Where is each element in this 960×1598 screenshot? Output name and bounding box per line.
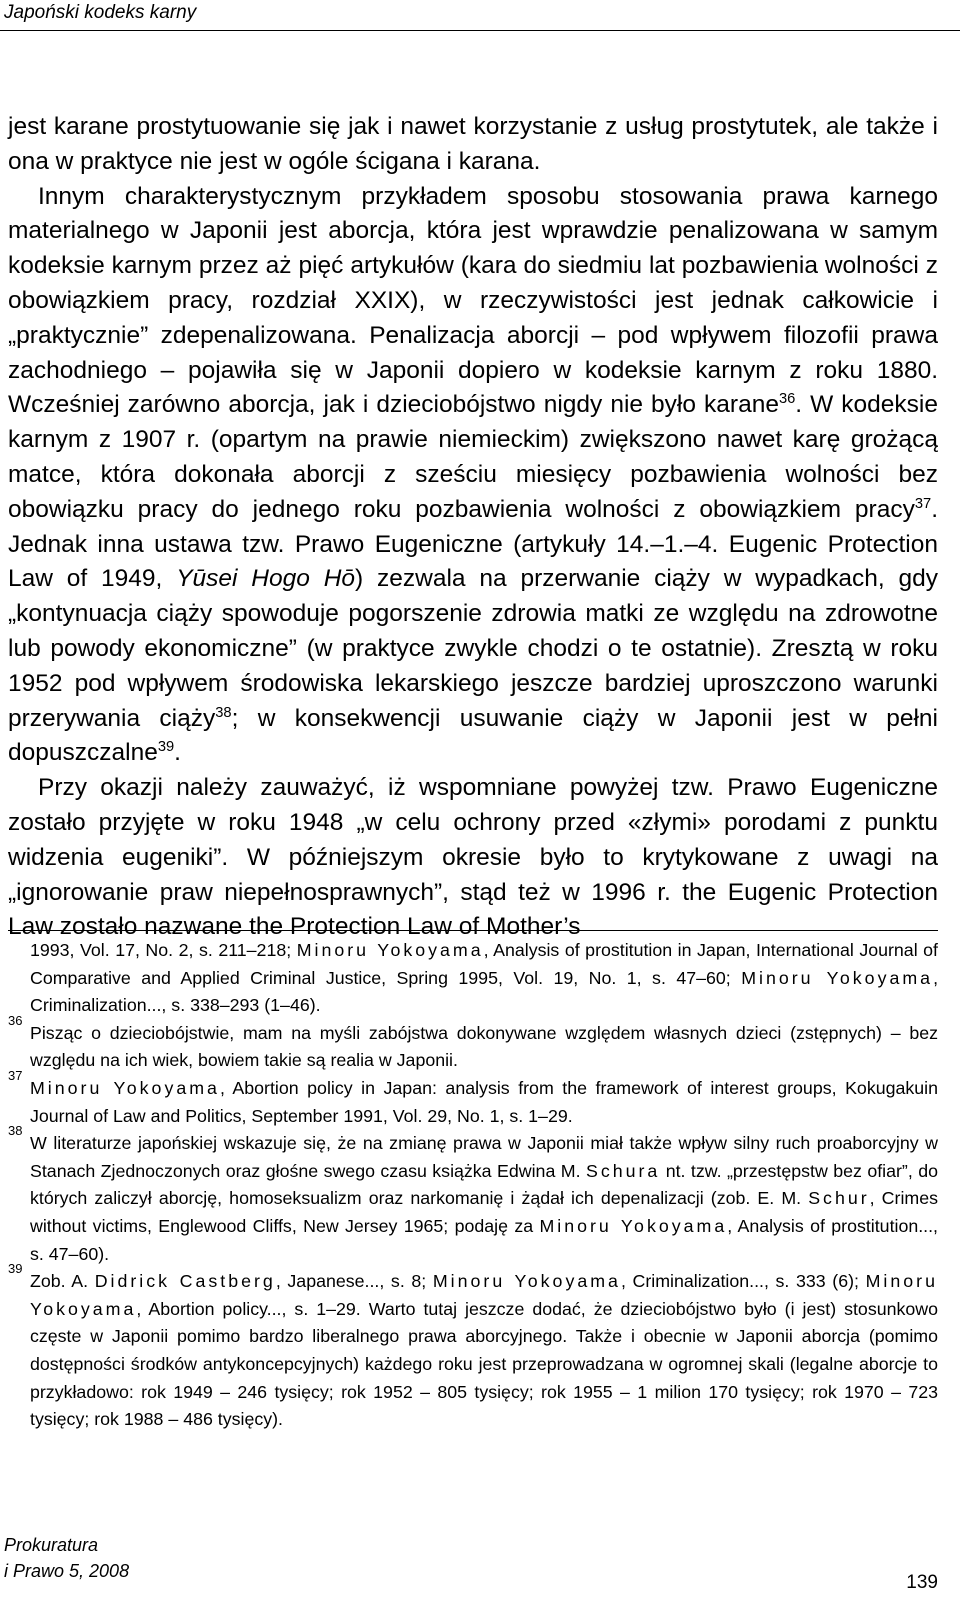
header-divider xyxy=(0,30,960,31)
footnote-38: 38 W literaturze japońskiej wskazuje się, że na zmianę prawa w Japonii miał także wpływ silny ruch proaborcyjny w Stanach Zjednoczonych oraz głośne swego czasu książka Edwina M. Schura nt. tzw. „przestępstw bez ofiar”, do których zaliczył aborcję, homoseksualizm oraz narkomanię i żądał ich depenalizacji (zob. E. M. Schur, Crimes without victims, Englewood Cliffs, New Jersey 1965; podaję za Minoru Yokoyama, Analysis of prostitution..., s. 47–60). xyxy=(8,1123,938,1264)
footnote-mark-36: 36 xyxy=(8,1012,23,1028)
japanese-law-title: Yūsei Hogo Hō xyxy=(176,565,356,593)
paragraph-3: Przy okazji należy zauważyć, iż wspomniane powyżej tzw. Prawo Eugeniczne zostało przyjęte w roku 1948 „w celu ochrony przed «złymi» porodami z punktu widzenia eugeniki”. W późniejszym okresie było to krytykowane z uwagi na „ignorowanie praw niepełnosprawnych”, stąd też w 1996 r. the Eugenic Protection Law zostało nazwane the Protection Law of Mother’s xyxy=(8,774,938,941)
footnote-mark-38: 38 xyxy=(8,1123,23,1139)
footnote-ref-39[interactable]: 39 xyxy=(157,739,175,756)
footnote-39: 39 Zob. A. Didrick Castberg, Japanese..., s. 8; Minoru Yokoyama, Criminalization..., s. 333 (6); Minoru Yokoyama, Abortion policy..., s. 1–29. Warto tutaj jeszcze dodać, że dzieciobójstwo było (i jest) stosunkowo częste w Japonii pomimo bardzo liberalnego prawa aborcyjnego. Także i obecnie w Japonii aborcja (pomimo dostępności środków antykoncepcyjnych) każdego roku jest przeprowadzana w ogromnej skali (legalne aborcje to przykładowo: rok 1949 – 246 tysięcy; rok 1952 – 805 tysięcy; rok 1955 – 1 milion 170 tysięcy; rok 1970 – 723 tysięcy; rok 1988 – 486 tysięcy). xyxy=(8,1261,938,1430)
footnotes-section xyxy=(8,937,938,1434)
page-number: 139 xyxy=(906,1572,938,1593)
footnote-mark-37: 37 xyxy=(8,1067,23,1083)
footnote-ref-37[interactable]: 37 xyxy=(914,495,932,512)
footer-journal-name xyxy=(4,1532,129,1584)
paragraph-2: Innym charakterystycznym przykładem sposobu stosowania prawa karnego materialnego w Japonii jest aborcja, która jest wprawdzie penalizowana w samym kodeksie karnym przez aż pięć artykułów (kara do siedmiu lat pozbawienia wolności z obowiązkiem pracy, rozdział XXIX), w rzeczywistości jest jednak całkowicie i „praktycznie” zdepenalizowana. Penalizacja aborcji – pod wpływem filozofii prawa zachodniego – pojawiła się w Japonii dopiero w kodeksie karnym z roku 1880. Wcześniej zarówno aborcja, jak i dzieciobójstwo nigdy nie było karane$^{36}$. W kodeksie karnym z 1907 r. (opartym na prawie niemieckim) zwiększono nawet karę grożącą matce, która dokonała aborcji z sześciu miesięcy pozbawienia wolności bez obowiązku pracy do jednego roku pozbawienia wolności z obowiązkiem pracy$^{37}$. Jednak inna ustawa tzw. Prawo Eugeniczne (artykuły 14.–1.–4. Eugenic Protection Law of 1949, Yūsei Hogo Hō) zezwala na przerwanie ciąży w wypadkach, gdy „kontynuacja ciąży spowoduje pogorszenie zdrowia matki ze względu na zdrowotne lub powody ekonomiczne” (w praktyce zwykle chodzi o te ostatnie). Zresztą w roku 1952 pod wpływem środowiska lekarskiego jeszcze bardziej uproszczono warunki przerywania ciąży$^{38}$; w konsekwencji usuwanie ciąży w Japonii jest w pełni dopuszczalne$^{39}$. xyxy=(8,182,939,767)
footnote-ref-38[interactable]: 38 xyxy=(215,704,232,721)
footnote-36: 36 Pisząc o dzieciobójstwie, mam na myśli zabójstwa dokonywane względem własnych dzieci (zstępnych) – bez względu na ich wiek, bowiem takie są realia w Japonii. xyxy=(8,1012,938,1071)
footer-journal-line-2: i Prawo 5, 2008 xyxy=(4,1561,130,1581)
running-header-title: Japoński kodeks karny xyxy=(4,2,197,23)
main-body-text xyxy=(8,110,938,945)
footnote-ref-36[interactable]: 36 xyxy=(778,391,796,408)
footnote-37: 37 Minoru Yokoyama, Abortion policy in Japan: analysis from the framework of interest groups, Kokugakuin Journal of Law and Politics, September 1991, Vol. 29, No. 1, s. 1–29. xyxy=(8,1067,938,1126)
paragraph-1: jest karane prostytuowanie się jak i nawet korzystanie z usług prostytutek, ale także i ona w praktyce nie jest w ogóle ścigana i karana. xyxy=(8,113,938,175)
footnote-mark-39: 39 xyxy=(8,1261,23,1277)
footnote-divider xyxy=(8,930,938,931)
footer-journal-line-1: Prokuratura xyxy=(4,1535,99,1555)
footnote-continuation: 1993, Vol. 17, No. 2, s. 211–218; Minoru Yokoyama, Analysis of prostitution in Japan, International Journal of Comparative and Applied Criminal Justice, Spring 1995, Vol. 19, No. 1, s. 47–60; Minoru Yokoyama, Criminalization..., s. 338–293 (1–46). xyxy=(30,940,939,1016)
